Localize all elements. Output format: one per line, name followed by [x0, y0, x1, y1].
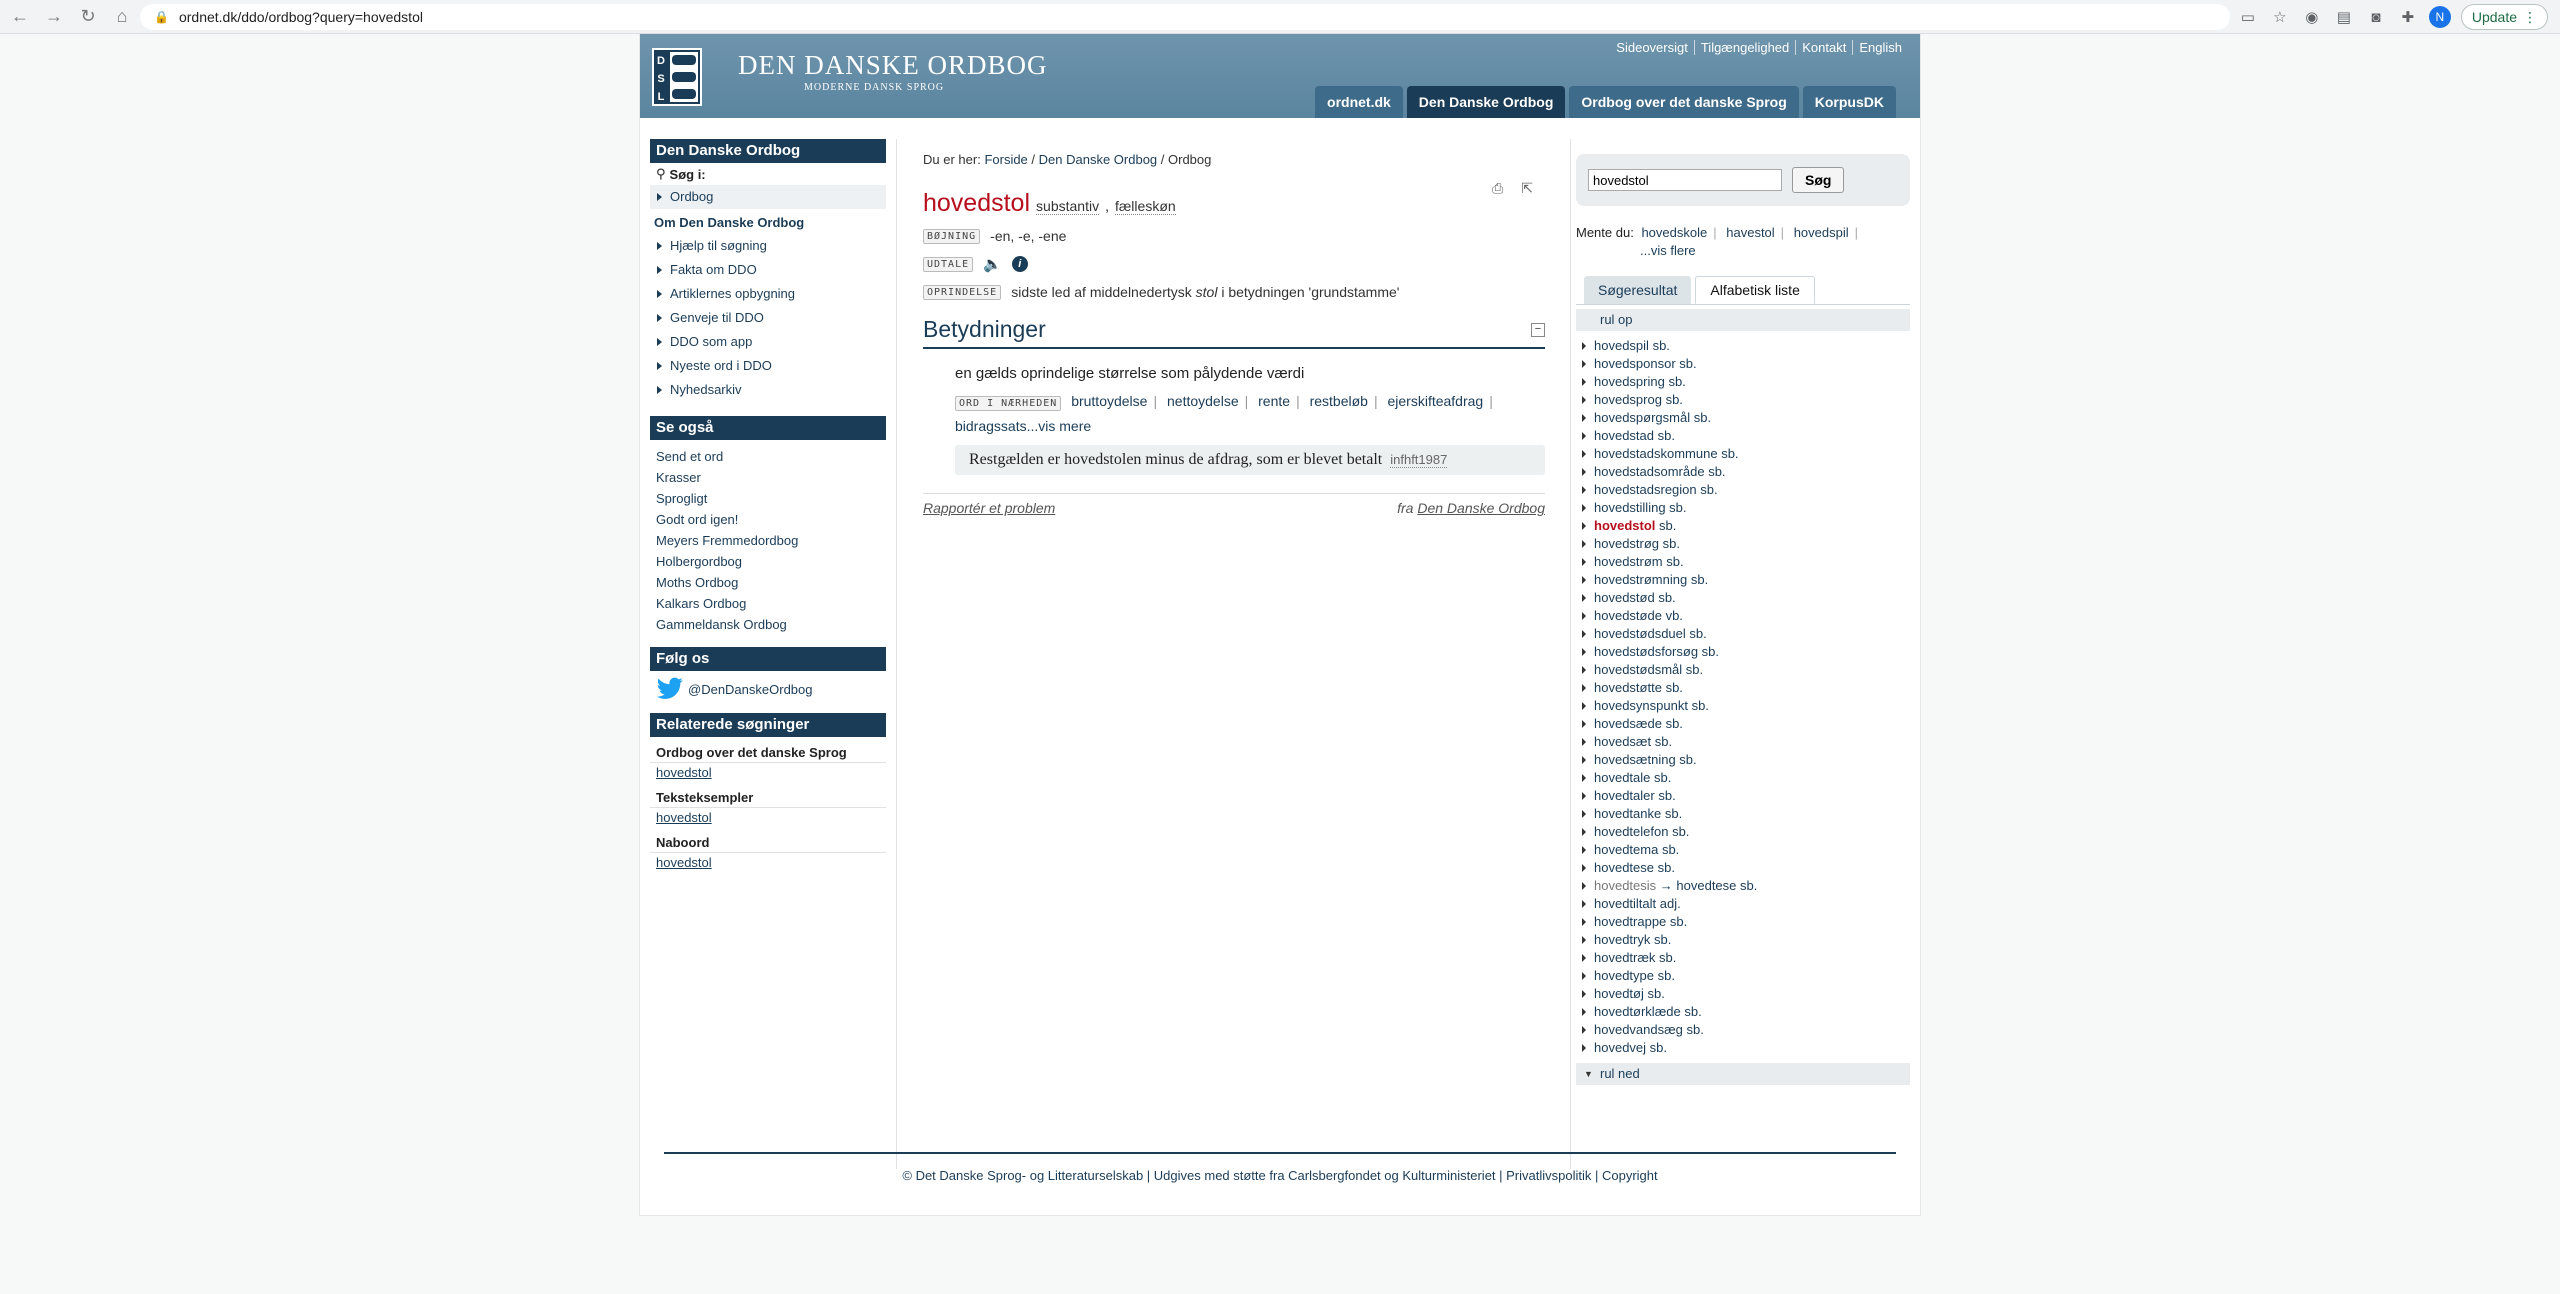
- example-quote: [955, 445, 1545, 475]
- meanings-header: [923, 316, 1545, 349]
- profile-avatar[interactable]: N: [2429, 6, 2451, 28]
- site-subtitle: MODERNE DANSK SPROG: [804, 82, 945, 93]
- list-item[interactable]: [1576, 571, 1910, 589]
- page-container: [639, 34, 1921, 1216]
- list-item-word: hovedstødsmål: [1594, 662, 1683, 677]
- scroll-down-button[interactable]: ▼ rul ned: [1576, 1063, 1910, 1085]
- list-item-word: hovedstød: [1594, 590, 1655, 605]
- lions-emblem-icon: [670, 52, 698, 102]
- logo-letter-l: L: [657, 91, 665, 103]
- example-source[interactable]: infhft1987: [1390, 452, 1448, 467]
- inflection-value: -en, -e, -ene: [990, 228, 1067, 244]
- list-item-pos: sb.: [1693, 410, 1712, 425]
- list-item-word: hovedtanke: [1594, 806, 1662, 821]
- sidebar-related-heading: Relaterede søgninger: [650, 713, 886, 737]
- list-item-pos: sb.: [1669, 500, 1687, 515]
- list-item-word: hovedtaler: [1594, 788, 1655, 803]
- list-item[interactable]: [1576, 841, 1910, 859]
- alphabetic-list: [1576, 331, 1910, 1063]
- show-more-suggestions[interactable]: ...vis flere: [1640, 243, 1696, 258]
- nearby-word[interactable]: nettoydelse: [1167, 393, 1239, 409]
- sidebar-follow-heading: Følg os: [650, 647, 886, 671]
- list-item-pos: sb.: [1700, 482, 1718, 497]
- related-title: Ordbog over det danske Sprog: [650, 741, 886, 763]
- origin-row: [923, 280, 1545, 304]
- list-item[interactable]: [1576, 1039, 1910, 1057]
- show-more-link[interactable]: ...vis mere: [1026, 418, 1092, 434]
- sidebar-item-hjaelp[interactable]: Hjælp til søgning: [650, 234, 886, 258]
- list-item-pos: sb.: [1664, 806, 1683, 821]
- suggestion-link[interactable]: hovedskole: [1641, 225, 1708, 240]
- tab-alphabetic-list[interactable]: Alfabetisk liste: [1695, 276, 1814, 304]
- origin-tag: OPRINDELSE: [923, 285, 1001, 300]
- search-in-label: Søg i:: [669, 166, 706, 182]
- list-item-word: hovedstødsduel: [1594, 626, 1686, 641]
- list-item[interactable]: [1576, 967, 1910, 985]
- list-item[interactable]: [1576, 643, 1910, 661]
- list-item-word: hovedstad: [1594, 428, 1654, 443]
- list-item-pos: sb.: [1654, 734, 1673, 749]
- list-item-word: hovedspring: [1594, 374, 1665, 389]
- list-item-pos: sb.: [1669, 914, 1688, 929]
- list-item[interactable]: [1576, 679, 1910, 697]
- top-links: [1610, 40, 1908, 55]
- list-item-word: hovedstadsområde: [1594, 464, 1705, 479]
- list-item-pos: sb.: [1654, 932, 1672, 947]
- list-item-pos: sb.: [1685, 662, 1704, 677]
- list-item[interactable]: [1576, 373, 1910, 391]
- list-item[interactable]: [1576, 769, 1910, 787]
- list-item-word: hovedstilling: [1594, 500, 1666, 515]
- headword-row: hovedstol substantiv , fælleskøn: [923, 189, 1176, 217]
- list-item-word: hovedspil: [1594, 338, 1649, 353]
- list-item-word: hovedstadskommune: [1594, 446, 1718, 461]
- pronunciation-tag: UDTALE: [923, 257, 973, 272]
- see-also-link[interactable]: Kalkars Ordbog: [656, 596, 747, 611]
- list-item-pos: sb.: [1665, 392, 1683, 407]
- site-header: [640, 34, 1920, 118]
- list-item-word: hovedtese: [1594, 860, 1654, 875]
- list-item-pos: sb.: [1658, 788, 1676, 803]
- source-credit: [1397, 500, 1545, 516]
- list-item-word: hovedtøj: [1594, 986, 1644, 1001]
- list-item[interactable]: [1576, 553, 1910, 571]
- meanings-heading: Betydninger: [923, 316, 1046, 342]
- list-item-pos: sb.: [1657, 860, 1675, 875]
- sidebar-item-nyeste[interactable]: Nyeste ord i DDO: [650, 354, 886, 378]
- sidebar-item-nyhedsarkiv[interactable]: Nyhedsarkiv: [650, 378, 886, 402]
- list-item-word: hovedstøtte: [1594, 680, 1662, 695]
- source-prefix: fra: [1397, 500, 1414, 516]
- list-item[interactable]: [1576, 535, 1910, 553]
- info-icon[interactable]: i: [1012, 256, 1028, 272]
- see-also-link[interactable]: Holbergordbog: [656, 554, 743, 569]
- origin-pre: sidste led af middelnedertysk: [1011, 284, 1192, 300]
- list-item-pos: sb.: [1679, 752, 1697, 767]
- extension-icon[interactable]: ◉: [2305, 9, 2319, 26]
- nearby-tag: ORD I NÆRHEDEN: [955, 396, 1061, 411]
- logo-letters: [654, 50, 668, 104]
- related-title: Naboord: [650, 831, 886, 853]
- footer-divider: [664, 1152, 1896, 1154]
- column-divider: [1570, 139, 1571, 1169]
- list-item-pos: sb.: [1649, 1040, 1668, 1055]
- list-item-pos: sb.: [1662, 536, 1681, 551]
- result-tabs: [1576, 276, 1910, 305]
- see-also-link[interactable]: Moths Ordbog: [656, 575, 739, 590]
- list-item[interactable]: [1576, 409, 1910, 427]
- list-item-pos: sb.: [1666, 554, 1684, 569]
- list-item-word: hovedtype: [1594, 968, 1654, 983]
- breadcrumb-ddo[interactable]: Den Danske Ordbog: [1038, 152, 1158, 167]
- list-item-pos: sb.: [1686, 1022, 1704, 1037]
- tab-korpusdk[interactable]: KorpusDK: [1803, 86, 1896, 118]
- headword: hovedstol: [923, 189, 1031, 217]
- reader-icon[interactable]: ▤: [2336, 9, 2351, 26]
- nearby-words: ORD I NÆRHEDEN bruttoydelse | nettoydelse | rente | restbeløb | ejerskifteafdrag | bidragssats...vis mere: [955, 393, 1493, 434]
- breadcrumb-forside[interactable]: Forside: [984, 152, 1028, 167]
- search-in-row: [650, 163, 886, 185]
- list-item[interactable]: [1576, 733, 1910, 751]
- left-sidebar: [650, 139, 886, 876]
- list-item[interactable]: [1576, 985, 1910, 1003]
- list-item-word: hovedstrøm: [1594, 554, 1663, 569]
- nearby-word[interactable]: rente: [1258, 393, 1291, 409]
- did-you-mean: Mente du: hovedskole | havestol | hovedspil | ...vis flere: [1576, 225, 1859, 258]
- twitter-handle: @DenDanskeOrdbog: [688, 681, 813, 697]
- list-item-word: hovedvandsæg: [1594, 1022, 1683, 1037]
- breadcrumb: Du er her: Forside / Den Danske Ordbog / Ordbog: [923, 152, 1212, 167]
- forward-arrow-icon[interactable]: →: [45, 6, 63, 26]
- site-footer: © Det Danske Sprog- og Litteraturselskab | Udgives med støtte fra Carlsbergfondet og Kulturministeriet | Privatlivspolitik | Copyright: [902, 1168, 1658, 1183]
- search-box: [1576, 154, 1910, 206]
- list-item-word: hovedtryk: [1594, 932, 1651, 947]
- address-bar[interactable]: [140, 4, 2230, 30]
- site-title[interactable]: DEN DANSKE ORDBOG: [738, 50, 1048, 80]
- link-sideoversigt[interactable]: Sideoversigt: [1610, 40, 1695, 55]
- related-link[interactable]: hovedstol: [656, 810, 712, 825]
- list-item-word: hovedstøde: [1594, 608, 1662, 623]
- list-item[interactable]: [1576, 445, 1910, 463]
- list-item[interactable]: [1576, 859, 1910, 877]
- list-item[interactable]: [1576, 715, 1910, 733]
- twitter-link[interactable]: [650, 671, 886, 707]
- see-also-link[interactable]: Sprogligt: [656, 491, 708, 506]
- list-item-word: hovedsynspunkt: [1594, 698, 1688, 713]
- list-item[interactable]: [1576, 895, 1910, 913]
- list-item-pos: sb.: [1672, 824, 1690, 839]
- list-item-pos: sb.: [1668, 374, 1686, 389]
- list-item-pos: sb.: [1701, 644, 1720, 659]
- example-text: Restgælden er hovedstolen minus de afdrag, som er blevet betalt: [969, 451, 1383, 468]
- magnifier-icon: ⚲: [656, 166, 666, 181]
- nearby-word[interactable]: bruttoydelse: [1071, 393, 1148, 409]
- list-item-pos: sb.: [1657, 428, 1675, 443]
- see-also-link[interactable]: Gammeldansk Ordbog: [656, 617, 787, 632]
- list-item-word: hovedtema: [1594, 842, 1659, 857]
- print-icon[interactable]: ⎙: [1492, 180, 1504, 196]
- list-item-word: hovedtiltalt: [1594, 896, 1657, 911]
- right-column: [1576, 154, 1910, 1085]
- list-item-word: hovedtesis: [1594, 878, 1657, 893]
- sidebar-item-ordbog[interactable]: Ordbog: [650, 185, 886, 209]
- source-link[interactable]: Den Danske Ordbog: [1417, 500, 1545, 516]
- kebab-menu-icon: ⋮: [2523, 8, 2537, 25]
- list-item[interactable]: [1576, 661, 1910, 679]
- sidebar-see-also-heading: Se også: [650, 416, 886, 440]
- suggestion-link[interactable]: hovedspil: [1793, 225, 1849, 240]
- sidebar-item-app[interactable]: DDO som app: [650, 330, 886, 354]
- tab-ods[interactable]: Ordbog over det danske Sprog: [1569, 86, 1798, 118]
- sidebar-ddo-heading: Den Danske Ordbog: [650, 139, 886, 163]
- pronunciation-row: [923, 252, 1545, 276]
- sidebar-item-artikler[interactable]: Artiklernes opbygning: [650, 282, 886, 306]
- list-item-pos: adj.: [1659, 896, 1681, 911]
- did-you-mean-label: Mente du:: [1576, 225, 1634, 240]
- sidebar-about-heading[interactable]: Om Den Danske Ordbog: [654, 215, 805, 230]
- list-item-pos: sb.: [1689, 626, 1707, 641]
- tab-ordnet[interactable]: ordnet.dk: [1315, 86, 1403, 118]
- list-item-pos: sb.: [1647, 986, 1665, 1001]
- list-item-word: hovedsætning: [1594, 752, 1676, 767]
- list-item[interactable]: [1576, 625, 1910, 643]
- list-item[interactable]: [1576, 337, 1910, 355]
- list-item[interactable]: [1576, 391, 1910, 409]
- list-item-pos: sb.: [1665, 680, 1683, 695]
- list-item-word: hovedtrappe: [1594, 914, 1667, 929]
- inflection-tag: BØJNING: [923, 229, 980, 244]
- browser-toolbar: [0, 0, 2560, 34]
- list-item[interactable]: [1576, 697, 1910, 715]
- origin-text: [1011, 284, 1399, 300]
- see-also-link[interactable]: Meyers Fremmedordbog: [656, 533, 799, 548]
- list-item[interactable]: [1576, 481, 1910, 499]
- list-item-word: hovedstødsforsøg: [1594, 644, 1699, 659]
- list-item-word: hovedsæde: [1594, 716, 1662, 731]
- origin-post: i betydningen 'grundstamme': [1221, 284, 1400, 300]
- link-tilgaengelighed[interactable]: Tilgængelighed: [1695, 40, 1796, 55]
- entry-tools: [1492, 180, 1533, 197]
- tab-search-results[interactable]: Søgeresultat: [1584, 276, 1691, 304]
- twitter-bird-icon: [656, 677, 684, 701]
- nearby-word[interactable]: bidragssats: [955, 418, 1027, 434]
- list-item[interactable]: [1576, 877, 1910, 895]
- url-text: ordnet.dk/ddo/ordbog?query=hovedstol: [178, 9, 423, 25]
- list-item-pos: sb.: [1721, 446, 1739, 461]
- link-english[interactable]: English: [1859, 40, 1902, 55]
- list-item-word: hovedtræk: [1594, 950, 1656, 965]
- list-item[interactable]: [1576, 1003, 1910, 1021]
- see-also-link[interactable]: Krasser: [656, 470, 701, 485]
- inflection-row: [923, 224, 1545, 248]
- word-gender[interactable]: fælleskøn: [1114, 198, 1176, 214]
- list-item-word: hovedstrømning: [1594, 572, 1688, 587]
- back-arrow-icon[interactable]: ←: [11, 6, 29, 26]
- list-item[interactable]: [1576, 949, 1910, 967]
- tab-den-danske-ordbog[interactable]: Den Danske Ordbog: [1407, 86, 1566, 118]
- nearby-word[interactable]: restbeløb: [1309, 393, 1368, 409]
- list-item[interactable]: [1576, 913, 1910, 931]
- list-item[interactable]: [1576, 355, 1910, 373]
- sidebar-item-genveje[interactable]: Genveje til DDO: [650, 306, 886, 330]
- nearby-word[interactable]: ejerskifteafdrag: [1387, 393, 1484, 409]
- list-item[interactable]: [1576, 499, 1910, 517]
- list-item-pos: vb.: [1665, 608, 1683, 623]
- bookmark-star-icon[interactable]: ☆: [2273, 9, 2287, 26]
- puzzle-icon[interactable]: ✚: [2401, 9, 2415, 26]
- list-item[interactable]: [1576, 589, 1910, 607]
- list-item-word: hovedtale: [1594, 770, 1651, 785]
- breadcrumb-prefix: Du er her:: [923, 152, 981, 167]
- list-item-pos: sb.: [1654, 770, 1672, 785]
- list-item-word: hovedsæt: [1594, 734, 1652, 749]
- update-label: Update: [2471, 9, 2517, 25]
- list-item[interactable]: [1576, 823, 1910, 841]
- origin-word: stol: [1195, 284, 1218, 300]
- home-icon[interactable]: ⌂: [116, 6, 128, 26]
- list-item[interactable]: [1576, 931, 1910, 949]
- entry-footer: [923, 493, 1545, 516]
- list-item[interactable]: [1576, 463, 1910, 481]
- site-tabs: [1315, 86, 1896, 118]
- dsl-logo[interactable]: [652, 48, 702, 106]
- list-item[interactable]: [1576, 805, 1910, 823]
- list-item[interactable]: [1576, 1021, 1910, 1039]
- list-item-pos: sb.: [1690, 572, 1709, 587]
- list-item-pos: sb.: [1708, 464, 1726, 479]
- list-item-pos: sb.: [1659, 518, 1677, 533]
- column-divider: [896, 139, 897, 1169]
- share-icon[interactable]: ⇱: [1521, 180, 1533, 196]
- reload-icon[interactable]: ↻: [80, 6, 96, 26]
- camera-icon[interactable]: ◙: [2371, 8, 2381, 26]
- report-problem-link[interactable]: Rapportér et problem: [923, 500, 1056, 516]
- list-item-pos: sb.: [1659, 950, 1677, 965]
- list-item-word: hovedstrøg: [1594, 536, 1660, 551]
- search-button[interactable]: Søg: [1792, 167, 1844, 193]
- list-item-pos: → hovedtese sb.: [1659, 878, 1758, 893]
- sidebar-item-fakta[interactable]: Fakta om DDO: [650, 258, 886, 282]
- related-link[interactable]: hovedstol: [656, 855, 712, 870]
- list-item[interactable]: [1576, 751, 1910, 769]
- link-kontakt[interactable]: Kontakt: [1796, 40, 1853, 55]
- breadcrumb-ordbog: Ordbog: [1168, 152, 1212, 167]
- list-item-pos: sb.: [1684, 1004, 1702, 1019]
- list-item[interactable]: [1576, 607, 1910, 625]
- speaker-icon[interactable]: 🔈: [983, 256, 1002, 273]
- search-input[interactable]: [1588, 169, 1782, 191]
- logo-letter-s: S: [657, 73, 665, 85]
- word-class[interactable]: substantiv: [1036, 198, 1100, 214]
- collapse-button[interactable]: −: [1531, 323, 1545, 337]
- related-link[interactable]: hovedstol: [656, 765, 712, 780]
- list-item[interactable]: [1576, 787, 1910, 805]
- list-item[interactable]: [1576, 517, 1910, 535]
- cast-icon[interactable]: ▭: [2240, 9, 2255, 26]
- list-item-pos: sb.: [1665, 716, 1683, 731]
- list-item-pos: sb.: [1658, 590, 1676, 605]
- list-item-word: hovedstadsregion: [1594, 482, 1697, 497]
- definition-text: en gælds oprindelige størrelse som pålydende værdi: [955, 365, 1305, 382]
- see-also-link[interactable]: Send et ord: [656, 449, 724, 464]
- list-item-pos: sb.: [1691, 698, 1709, 713]
- list-item-word: hovedvej: [1594, 1040, 1647, 1055]
- suggestion-link[interactable]: havestol: [1726, 225, 1775, 240]
- list-item[interactable]: [1576, 427, 1910, 445]
- related-title: Teksteksempler: [650, 786, 886, 808]
- entry-content: [923, 152, 1545, 516]
- list-item-word: hovedsponsor: [1594, 356, 1676, 371]
- list-item-pos: sb.: [1652, 338, 1670, 353]
- list-item-word: hovedstol: [1594, 518, 1656, 533]
- list-item-word: hovedspørgsmål: [1594, 410, 1691, 425]
- list-item-pos: sb.: [1679, 356, 1697, 371]
- list-item-word: hovedtørklæde: [1594, 1004, 1681, 1019]
- list-item-pos: sb.: [1661, 842, 1680, 857]
- see-also-link[interactable]: Godt ord igen!: [656, 512, 739, 527]
- list-item-pos: sb.: [1657, 968, 1675, 983]
- list-item-word: hovedtelefon: [1594, 824, 1669, 839]
- update-button[interactable]: [2461, 4, 2548, 30]
- scroll-up-button[interactable]: rul op: [1576, 309, 1910, 331]
- list-item-word: hovedsprog: [1594, 392, 1662, 407]
- logo-letter-d: D: [657, 55, 665, 67]
- lock-icon: 🔒: [154, 10, 169, 24]
